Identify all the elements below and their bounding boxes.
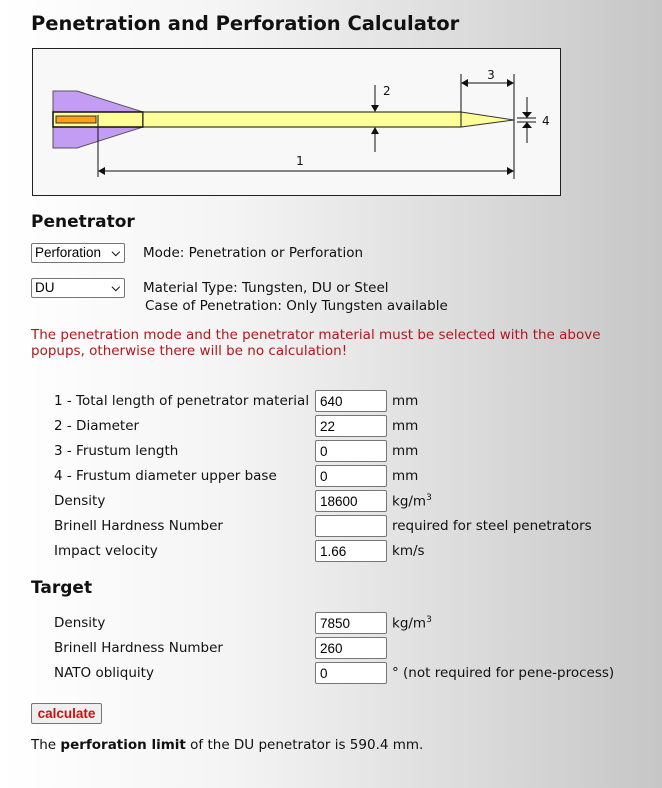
material-description: Material Type: Tungsten, DU or Steel: [143, 280, 389, 296]
field-label: 2 - Diameter: [54, 418, 140, 434]
target-heading: Target: [31, 578, 93, 598]
rod-frustum: [461, 112, 514, 127]
field-unit: [392, 518, 592, 534]
result-text: [31, 737, 423, 753]
result-suffix: of the DU penetrator is 590.4 mm.: [185, 737, 424, 753]
field-label: Brinell Hardness Number: [54, 640, 223, 656]
rod-body: [143, 112, 461, 127]
dim3-arrow-left: [461, 79, 468, 87]
mode-select[interactable]: [31, 243, 125, 263]
dim2-label: 2: [383, 84, 391, 98]
page-title: Penetration and Perforation Calculator: [31, 12, 460, 35]
penetrator-brinell-input[interactable]: [315, 515, 387, 537]
mode-select-value: Perforation: [35, 245, 102, 260]
material-note: Case of Penetration: Only Tungsten available: [145, 298, 448, 314]
unit-text: mm: [392, 393, 419, 409]
result-prefix: The: [31, 737, 61, 753]
dim1-arrow-left: [98, 167, 105, 175]
field-unit: [392, 393, 418, 409]
chevron-down-icon: ⌵: [111, 282, 120, 294]
field-label: 1 - Total length of penetrator material: [54, 393, 310, 409]
calculate-button[interactable]: calculate: [31, 703, 102, 724]
dim3-arrow-right: [507, 79, 514, 87]
unit-text: kg/m: [392, 493, 427, 510]
field-label: 3 - Frustum length: [54, 443, 179, 459]
frustum-diameter-input[interactable]: [315, 465, 387, 487]
target-density-input[interactable]: [315, 612, 387, 634]
penetrator-heading: Penetrator: [31, 212, 135, 232]
field-unit: [392, 468, 418, 484]
unit-text: mm: [392, 468, 419, 484]
field-label: Density: [54, 615, 106, 631]
sabot-upper: [53, 91, 143, 112]
frustum-length-input[interactable]: [315, 440, 387, 462]
field-label: Impact velocity: [54, 543, 158, 559]
unit-superscript: 3: [426, 493, 432, 503]
unit-text: mm: [392, 443, 419, 459]
field-label: Brinell Hardness Number: [54, 518, 223, 534]
mode-description: Mode: Penetration or Perforation: [143, 245, 364, 261]
dim1-label: 1: [296, 154, 304, 168]
field-label: Density: [54, 493, 106, 509]
unit-superscript: 3: [426, 615, 432, 625]
dim3-label: 3: [487, 68, 495, 82]
unit-text: required for steel penetrators: [392, 518, 592, 534]
field-unit: [392, 615, 432, 632]
dim4-top-arrowhead: [522, 112, 532, 118]
penetrator-diagram: [32, 48, 561, 196]
target-brinell-input[interactable]: [315, 637, 387, 659]
penetrator-diagram-svg: [33, 49, 560, 195]
field-unit: [392, 543, 425, 559]
selection-warning: The penetration mode and the penetrator material must be selected with the above popups, otherwise there will be no calculation!: [31, 327, 601, 359]
chevron-down-icon: ⌵: [111, 247, 120, 259]
unit-text: ° (not required for pene-process): [392, 665, 615, 681]
impact-velocity-input[interactable]: [315, 540, 387, 562]
field-label: NATO obliquity: [54, 665, 154, 681]
material-select[interactable]: [31, 278, 125, 298]
unit-text: mm: [392, 418, 419, 434]
field-unit: [392, 418, 418, 434]
dim1-arrow-right: [507, 167, 514, 175]
field-label: 4 - Frustum diameter upper base: [54, 468, 277, 484]
dim4-bottom-arrowhead: [522, 122, 532, 128]
field-unit: [392, 493, 432, 510]
field-unit: [392, 443, 418, 459]
penetrator-density-input[interactable]: [315, 490, 387, 512]
unit-text: km/s: [392, 543, 425, 559]
dim4-label: 4: [542, 114, 550, 128]
unit-text: kg/m: [392, 615, 427, 632]
diameter-input[interactable]: [315, 415, 387, 437]
field-unit: [392, 665, 614, 681]
total-length-input[interactable]: [315, 390, 387, 412]
core: [56, 116, 96, 123]
dim2-top-arrowhead: [371, 105, 379, 112]
result-emphasis: perforation limit: [60, 737, 186, 753]
material-select-value: DU: [35, 280, 55, 295]
nato-obliquity-input[interactable]: [315, 662, 387, 684]
dim2-bottom-arrowhead: [371, 127, 379, 134]
